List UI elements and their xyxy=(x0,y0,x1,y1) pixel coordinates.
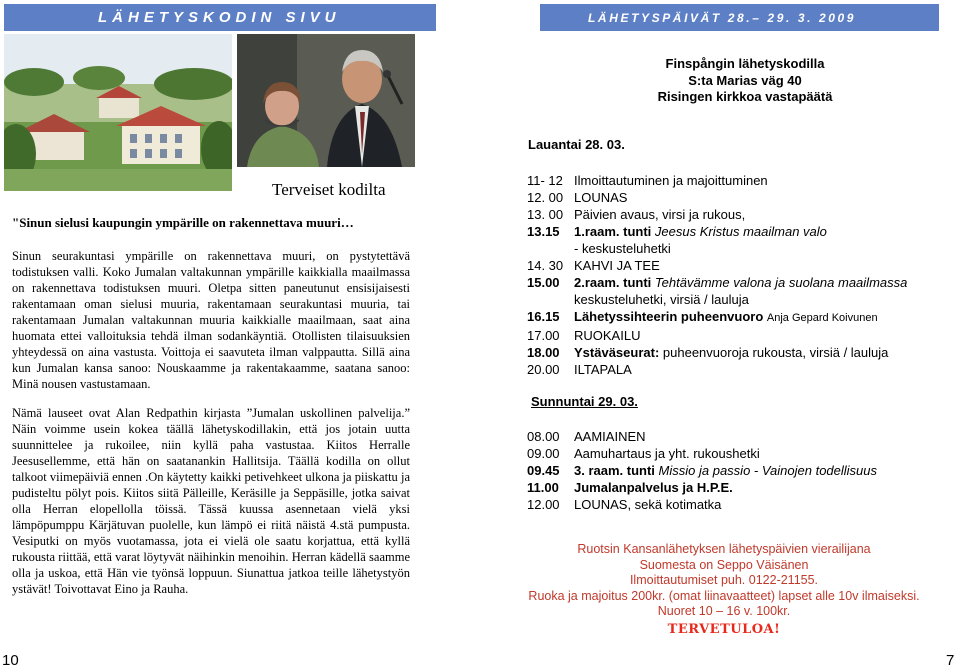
sunday-schedule xyxy=(527,428,927,513)
schedule-row xyxy=(527,308,927,327)
welcome-text: TERVETULOA! xyxy=(667,621,781,637)
saturday-schedule xyxy=(527,172,927,378)
schedule-time: 14. 30 xyxy=(527,258,564,273)
schedule-row xyxy=(527,327,927,344)
schedule-italic: Tehtävämme valona ja suolana maailmassa xyxy=(654,275,908,290)
footer-info xyxy=(520,542,928,637)
schedule-time: 18.00 xyxy=(527,345,560,360)
schedule-time: 13. 00 xyxy=(527,207,564,222)
schedule-desc: AAMIAINEN xyxy=(574,429,646,444)
schedule-row xyxy=(527,206,927,223)
schedule-description xyxy=(574,257,660,274)
schedule-row xyxy=(527,291,927,308)
speakers-photo xyxy=(237,34,415,167)
greetings-heading: Terveiset kodilta xyxy=(272,180,386,199)
page-number-left: 10 xyxy=(2,652,19,669)
schedule-time: 20.00 xyxy=(527,362,560,377)
footer-line: Ilmoittautumiset puh. 0122-21155. xyxy=(629,573,819,587)
schedule-row xyxy=(527,344,927,361)
schedule-desc: keskusteluhetki, virsiä / lauluja xyxy=(574,292,749,307)
schedule-time: 11- 12 xyxy=(527,173,563,188)
schedule-time xyxy=(527,240,574,257)
schedule-description xyxy=(574,274,907,291)
schedule-time: 09.00 xyxy=(527,446,560,461)
schedule-desc: KAHVI JA TEE xyxy=(574,258,660,273)
schedule-time: 08.00 xyxy=(527,429,560,444)
schedule-lead: Lähetyssihteerin puheenvuoro xyxy=(574,309,764,324)
village-illustration xyxy=(4,34,232,191)
schedule-desc: RUOKAILU xyxy=(574,328,641,343)
schedule-row xyxy=(527,428,927,445)
schedule-description xyxy=(574,344,888,361)
schedule-description xyxy=(574,172,768,189)
schedule-time: 17.00 xyxy=(527,328,560,343)
schedule-description xyxy=(574,496,721,513)
address-line: Risingen kirkkoa vastapäätä xyxy=(657,89,833,104)
speakers-illustration xyxy=(237,34,415,167)
schedule-time: 15.00 xyxy=(527,275,560,290)
address-line: Finspångin lähetyskodilla xyxy=(665,56,825,71)
quote-heading: "Sinun sielusi kaupungin ympärille on rakennettava muuri… xyxy=(12,215,354,230)
schedule-time: 13.15 xyxy=(527,224,560,239)
schedule-italic: Missio ja passio - Vainojen todellisuus xyxy=(658,463,878,478)
venue-address xyxy=(600,56,890,106)
schedule-desc: Päivien avaus, virsi ja rukous, xyxy=(574,207,746,222)
schedule-time: 16.15 xyxy=(527,309,560,324)
schedule-row xyxy=(527,172,927,189)
schedule-time xyxy=(527,291,574,308)
schedule-row xyxy=(527,240,927,257)
schedule-time: 11.00 xyxy=(527,480,559,495)
schedule-row xyxy=(527,496,927,513)
schedule-desc: ILTAPALA xyxy=(574,362,632,377)
schedule-desc: Ilmoittautuminen ja majoittuminen xyxy=(574,173,768,188)
paragraph-text: Nämä lauseet ovat Alan Redpathin kirjasta ”Jumalan uskollinen palvelija.” Näin voimme usein kokea täällä lähetyskodillakin, että jos jotain uutta suunnittelee ja rukoilee, niin kyllä paha vastustaa. Kiitos Herralle Jeesusellemme, että hän on saatanankin Hallitsija. Täällä kodilla on ollut talkoot viimepäiviä ennen .On käytetty kaikki petivehkeet ulkona ja piiskattu ja pudisteltu pölyt pois. Kiitos siitä Pälleille, Keräsille ja Seppäsille, jotka saivat olla Herran elopellolla töissä. Tässä kuussa asennetaan vielä yksi lämpöpumppu Kärjätuvan puolelle, kun lämpö ei riitä näistä 4.stä pumpusta. Vesiputki on myös vuotamassa, jota ei vielä ole saatu korjattua, että kyllä rukousta riittää, että varat löytyvät näihinkin menoihin. Herran kädellä saamme olla ja uskoa, että Hän vie työnsä loppuun. Siunattua jatkoa teille lähetystyön ystävät! Toivottavat Eino ja Rauha. xyxy=(12,406,410,596)
page-number-right: 7 xyxy=(946,652,955,669)
schedule-description xyxy=(574,291,749,308)
sunday-label: Sunnuntai 29. 03. xyxy=(531,394,638,409)
footer-line: Suomesta on Seppo Väisänen xyxy=(639,557,809,572)
schedule-row xyxy=(527,445,927,462)
schedule-time: 12. 00 xyxy=(527,190,564,205)
paragraph-text: Sinun seurakuntasi ympärille on rakennettava muuri, on pystytettävä todistuksen valli. Koko Jumalan valtakunnan ympärille kaikkialla maailmassa on rakennettava todistuksen muuri. Oletpa sitten paneutunut ensisijaisesti rakentamaan oman sielusi muuria, rakentamaan seurakuntasi muuria, tai rakentamaan Jumalan valtakunnan muuria kaikkialle maailmaan, saat aina huomata ettei valloituksia tehdä ilman sodankäyntiä. Otollisten tilaisuuksien yhteydessä on aina vastusta. Voittoja ei saavuteta ilman valppautta. Sillä aina kun Jumalan kansa sanoo: Nouskaamme ja rakentakaamme, saatana sanoo: Minä nousen vastustamaan. xyxy=(12,249,410,391)
schedule-description xyxy=(574,462,877,479)
schedule-desc: - keskusteluhetki xyxy=(574,241,671,256)
schedule-lead: 3. raam. tunti xyxy=(574,463,655,478)
article-paragraph-2 xyxy=(12,405,410,597)
schedule-desc: puheenvuoroja rukousta, virsiä / lauluja xyxy=(662,345,889,360)
footer-line: Ruotsin Kansanlähetyksen lähetyspäivien vierailijana xyxy=(577,542,871,556)
article-paragraph-1 xyxy=(12,248,410,392)
schedule-time: 09.45 xyxy=(527,463,560,478)
schedule-description xyxy=(574,240,671,257)
banner-right-title: LÄHETYSPÄIVÄT 28.– 29. 3. 2009 xyxy=(588,10,857,25)
schedule-description xyxy=(574,223,827,240)
footer-line: Ruoka ja majoitus 200kr. (omat liinavaatteet) lapset alle 10v ilmaiseksi. xyxy=(528,588,920,603)
address-line: S:ta Marias väg 40 xyxy=(688,72,802,88)
schedule-time: 12.00 xyxy=(527,497,560,512)
schedule-row xyxy=(527,189,927,206)
schedule-lead: 2.raam. tunti xyxy=(574,275,652,290)
banner-left-title: LÄHETYSKODIN SIVU xyxy=(98,9,341,26)
schedule-italic: Jeesus Kristus maailman valo xyxy=(654,224,827,239)
schedule-row xyxy=(527,361,927,378)
schedule-row xyxy=(527,223,927,240)
footer-line: Nuoret 10 – 16 v. 100kr. xyxy=(657,604,791,618)
schedule-desc: LOUNAS xyxy=(574,190,628,205)
schedule-small: Anja Gepard Koivunen xyxy=(766,312,878,324)
schedule-row xyxy=(527,257,927,274)
schedule-description xyxy=(574,189,627,206)
schedule-lead: 1.raam. tunti xyxy=(574,224,652,239)
banner-left xyxy=(4,4,436,31)
schedule-description xyxy=(574,479,733,496)
schedule-row xyxy=(527,462,927,479)
saturday-label: Lauantai 28. 03. xyxy=(528,137,625,152)
schedule-description xyxy=(574,361,632,378)
schedule-lead: Jumalanpalvelus ja H.P.E. xyxy=(574,480,733,495)
schedule-description xyxy=(574,206,745,223)
schedule-lead: Ystäväseurat: xyxy=(574,345,660,360)
schedule-desc: LOUNAS, sekä kotimatka xyxy=(574,497,722,512)
banner-right xyxy=(540,4,939,31)
schedule-row xyxy=(527,479,927,496)
schedule-desc: Aamuhartaus ja yht. rukoushetki xyxy=(574,446,760,461)
schedule-description xyxy=(574,428,646,445)
schedule-description xyxy=(574,327,640,344)
schedule-description xyxy=(574,308,878,327)
schedule-description xyxy=(574,445,760,462)
village-photo xyxy=(4,34,232,191)
schedule-row xyxy=(527,274,927,291)
